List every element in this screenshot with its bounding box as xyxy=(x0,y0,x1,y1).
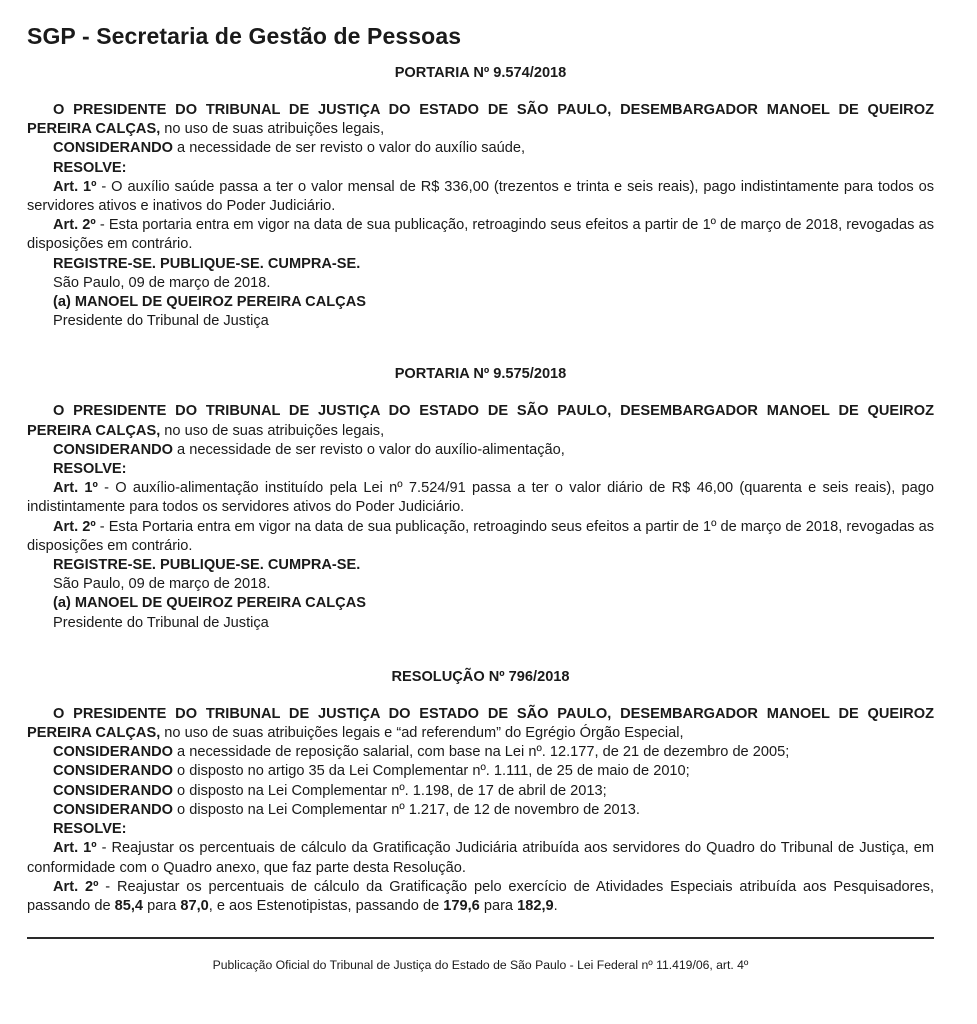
resolucao-796 xyxy=(27,668,934,916)
considerando-label: CONSIDERANDO xyxy=(53,744,173,761)
considerando-label: CONSIDERANDO xyxy=(53,782,173,799)
resolve-label: RESOLVE: xyxy=(53,821,127,838)
article-1-label: Art. 1º xyxy=(53,840,97,857)
portaria-9575 xyxy=(27,365,934,632)
article-2-text: - Reajustar os percentuais de cálculo da Gratificação pelo exercício de Atividades Especiais atribuída aos Pesquisadores, passando de xyxy=(27,878,935,914)
article-1 xyxy=(27,178,934,216)
article-2 xyxy=(27,216,934,254)
article-2 xyxy=(27,878,934,916)
portaria-9574 xyxy=(27,64,934,331)
considerando-line xyxy=(27,762,934,781)
intro-rest: no uso de suas atribuições legais e “ad referendum” do Egrégio Órgão Especial, xyxy=(160,725,684,742)
registre-line: REGISTRE-SE. PUBLIQUE-SE. CUMPRA-SE. xyxy=(53,557,361,574)
considerando-label: CONSIDERANDO xyxy=(53,763,173,780)
signature: (a) MANOEL DE QUEIROZ PEREIRA CALÇAS xyxy=(53,294,366,311)
considerando-text: a necessidade de ser revisto o valor do auxílio saúde, xyxy=(173,140,526,157)
article-2 xyxy=(27,518,934,556)
article-2-text: . xyxy=(553,897,558,914)
value-pesquisadores-to: 87,0 xyxy=(180,897,209,914)
resolve-label: RESOLVE: xyxy=(53,461,127,478)
value-pesquisadores-from: 85,4 xyxy=(114,897,144,914)
intro-paragraph xyxy=(27,402,934,440)
document-page xyxy=(27,22,934,916)
spacer xyxy=(27,633,934,668)
doc-heading: PORTARIA Nº 9.575/2018 xyxy=(394,366,567,383)
considerando-line xyxy=(27,139,934,158)
intro-bold: O PRESIDENTE DO TRIBUNAL DE JUSTIÇA DO ESTADO DE SÃO PAULO, DESEMBARGADOR MANOEL DE QUEIROZ PEREIRA CALÇAS, xyxy=(27,705,934,742)
doc-heading: PORTARIA Nº 9.574/2018 xyxy=(394,65,567,81)
article-2-text: - Esta portaria entra em vigor na data de sua publicação, retroagindo seus efeitos a partir de 1º de março de 2018, revogadas as disposições em contrário. xyxy=(27,217,934,253)
doc-heading: RESOLUÇÃO Nº 796/2018 xyxy=(391,668,570,685)
footer-divider xyxy=(27,937,934,939)
considerando-line xyxy=(27,441,934,460)
considerando-label: CONSIDERANDO xyxy=(53,140,173,157)
article-1 xyxy=(27,479,934,517)
article-2-text: para xyxy=(479,897,518,914)
signer-role: Presidente do Tribunal de Justiça xyxy=(53,614,269,631)
article-1-text: - Reajustar os percentuais de cálculo da Gratificação Judiciária atribuída aos servidores do Quadro do Tribunal de Justiça, em conformidade com o Quadro anexo, que faz parte desta Resolução. xyxy=(27,840,934,876)
signature: (a) MANOEL DE QUEIROZ PEREIRA CALÇAS xyxy=(53,595,366,612)
footer-text: Publicação Oficial do Tribunal de Justiça do Estado de São Paulo - Lei Federal nº 11.419/06, art. 4º xyxy=(212,958,749,972)
article-2-text: para xyxy=(143,897,181,914)
article-1 xyxy=(27,839,934,877)
intro-paragraph xyxy=(27,101,934,139)
place-date: São Paulo, 09 de março de 2018. xyxy=(53,576,271,593)
value-estenotipistas-to: 182,9 xyxy=(517,897,554,914)
spacer xyxy=(27,331,934,365)
considerando-line xyxy=(27,782,934,801)
place-date: São Paulo, 09 de março de 2018. xyxy=(53,274,271,291)
considerando-line xyxy=(27,801,934,820)
intro-rest: no uso de suas atribuições legais, xyxy=(160,422,385,439)
considerando-text: o disposto na Lei Complementar nº. 1.198, de 17 de abril de 2013; xyxy=(173,782,607,799)
article-1-label: Art. 1º xyxy=(53,480,98,497)
considerando-text: o disposto no artigo 35 da Lei Complementar nº. 1.111, de 25 de maio de 2010; xyxy=(173,763,690,780)
considerando-label: CONSIDERANDO xyxy=(53,801,173,818)
resolve-label: RESOLVE: xyxy=(53,159,127,176)
article-1-text: - O auxílio saúde passa a ter o valor mensal de R$ 336,00 (trezentos e trinta e seis reais), pago indistintamente para todos os servidores ativos e inativos do Poder Judiciário. xyxy=(27,178,934,215)
considerando-text: a necessidade de reposição salarial, com base na Lei nº. 12.177, de 21 de dezembro de 2005; xyxy=(173,744,790,761)
considerando-text: a necessidade de ser revisto o valor do auxílio-alimentação, xyxy=(173,441,565,458)
article-1-text: - O auxílio-alimentação instituído pela Lei nº 7.524/91 passa a ter o valor diário de R$ 46,00 (quarenta e seis reais), pago indistintamente para todos os servidores ativos do Poder Judiciário. xyxy=(27,480,934,516)
considerando-text: o disposto na Lei Complementar nº 1.217, de 12 de novembro de 2013. xyxy=(173,801,640,818)
article-2-label: Art. 2º xyxy=(53,518,96,535)
registre-line: REGISTRE-SE. PUBLIQUE-SE. CUMPRA-SE. xyxy=(53,255,361,272)
article-2-label: Art. 2º xyxy=(53,217,96,234)
value-estenotipistas-from: 179,6 xyxy=(443,897,480,914)
considerando-label: CONSIDERANDO xyxy=(53,441,173,458)
considerando-line xyxy=(27,743,934,762)
signer-role: Presidente do Tribunal de Justiça xyxy=(53,313,269,330)
page-title: SGP - Secretaria de Gestão de Pessoas xyxy=(27,23,462,49)
intro-bold: O PRESIDENTE DO TRIBUNAL DE JUSTIÇA DO ESTADO DE SÃO PAULO, DESEMBARGADOR MANOEL DE QUEIROZ PEREIRA CALÇAS, xyxy=(27,102,934,138)
intro-bold: O PRESIDENTE DO TRIBUNAL DE JUSTIÇA DO ESTADO DE SÃO PAULO, DESEMBARGADOR MANOEL DE QUEIROZ PEREIRA CALÇAS, xyxy=(27,403,934,439)
article-2-label: Art. 2º xyxy=(53,878,99,895)
article-2-text: , e aos Estenotipistas, passando de xyxy=(208,897,444,914)
article-1-label: Art. 1º xyxy=(53,178,97,195)
intro-rest: no uso de suas atribuições legais, xyxy=(160,121,385,138)
article-2-text: - Esta Portaria entra em vigor na data de sua publicação, retroagindo seus efeitos a partir de 1º de março de 2018, revogadas as disposições em contrário. xyxy=(27,518,934,554)
intro-paragraph xyxy=(27,705,934,743)
